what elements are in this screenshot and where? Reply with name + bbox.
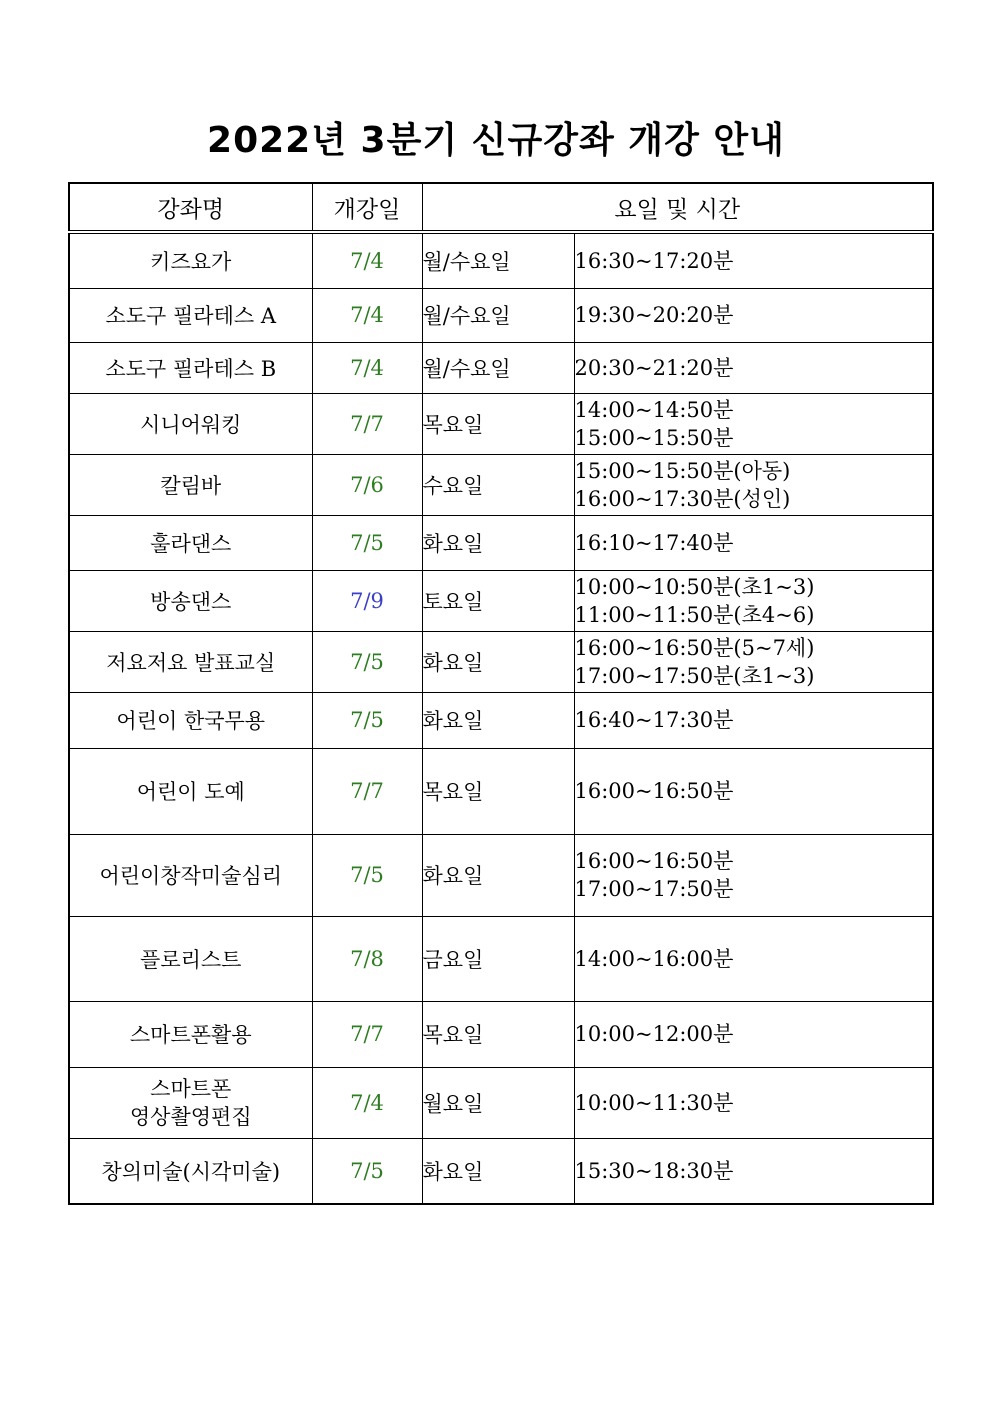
table-row <box>69 288 933 342</box>
weekday: 월/수요일 <box>422 288 574 342</box>
class-time <box>574 342 933 393</box>
weekday: 월/수요일 <box>422 342 574 393</box>
course-name <box>69 1001 312 1067</box>
weekday: 목요일 <box>422 748 574 834</box>
class-time <box>574 834 933 916</box>
time-slot: 15:00~15:50분(아동) <box>574 458 791 483</box>
course-name <box>69 1067 312 1138</box>
time-slot: 15:00~15:50분 <box>574 425 734 450</box>
class-time <box>574 1001 933 1067</box>
page-title: 2022년 3분기 신규강좌 개강 안내 <box>207 120 785 161</box>
time-slot: 16:00~16:50분 <box>574 849 734 873</box>
start-date: 7/5 <box>312 631 422 692</box>
table-row <box>69 834 933 916</box>
time-slot: 17:00~17:50분(초1~3) <box>574 663 815 688</box>
time-slot: 14:00~14:50분 <box>574 397 734 422</box>
course-name <box>69 393 312 454</box>
schedule-table <box>68 182 934 1205</box>
weekday: 목요일 <box>422 1001 574 1067</box>
course-name-line: 저요저요 발표교실 <box>106 650 276 675</box>
start-date: 7/8 <box>312 916 422 1001</box>
time-slot: 16:40~17:30분 <box>574 708 734 732</box>
time-slot: 10:00~10:50분(초1~3) <box>574 574 815 599</box>
time-slot: 10:00~11:30분 <box>574 1090 734 1115</box>
time-slot: 16:00~17:30분(성인) <box>574 486 791 511</box>
class-time <box>574 288 933 342</box>
course-name-line: 스마트폰활용 <box>129 1023 252 1047</box>
start-date: 7/4 <box>312 288 422 342</box>
class-time <box>574 692 933 748</box>
class-time <box>574 515 933 570</box>
time-slot: 16:30~17:20분 <box>574 248 734 273</box>
course-name-line: 어린이창작미술심리 <box>99 864 283 888</box>
table-row <box>69 393 933 454</box>
table-row <box>69 232 933 288</box>
table-row <box>69 515 933 570</box>
course-name-line: 영상촬영편집 <box>129 1104 252 1129</box>
start-date: 7/4 <box>312 1067 422 1138</box>
time-slot: 17:00~17:50분 <box>574 877 734 901</box>
course-name <box>69 342 312 393</box>
class-time <box>574 631 933 692</box>
table-row <box>69 916 933 1001</box>
course-name-line: 훌라댄스 <box>150 531 232 556</box>
time-slot: 15:30~18:30분 <box>574 1158 734 1183</box>
header-start-date: 개강일 <box>312 183 422 232</box>
course-name <box>69 834 312 916</box>
weekday: 화요일 <box>422 834 574 916</box>
time-slot: 16:10~17:40분 <box>574 530 734 555</box>
class-time <box>574 454 933 515</box>
time-slot: 20:30~21:20분 <box>574 355 734 380</box>
header-day-time: 요일 및 시간 <box>422 183 933 232</box>
start-date: 7/5 <box>312 1138 422 1204</box>
start-date: 7/5 <box>312 834 422 916</box>
header-row <box>69 183 933 232</box>
start-date: 7/6 <box>312 454 422 515</box>
course-name-line: 소도구 필라테스 B <box>105 356 277 381</box>
course-name <box>69 570 312 631</box>
course-name <box>69 454 312 515</box>
start-date: 7/5 <box>312 692 422 748</box>
time-slot: 16:00~16:50분(5~7세) <box>574 635 815 660</box>
weekday: 화요일 <box>422 1138 574 1204</box>
time-slot: 14:00~16:00분 <box>574 946 734 971</box>
course-name <box>69 692 312 748</box>
course-name-line: 소도구 필라테스 A <box>105 304 277 328</box>
start-date: 7/7 <box>312 1001 422 1067</box>
class-time <box>574 570 933 631</box>
start-date: 7/5 <box>312 515 422 570</box>
weekday: 토요일 <box>422 570 574 631</box>
weekday: 월요일 <box>422 1067 574 1138</box>
class-time <box>574 1067 933 1138</box>
time-slot: 16:00~16:50분 <box>574 779 734 803</box>
course-name-line: 방송댄스 <box>150 589 232 614</box>
start-date: 7/4 <box>312 342 422 393</box>
table-row <box>69 342 933 393</box>
course-name <box>69 515 312 570</box>
time-slot: 11:00~11:50분(초4~6) <box>574 602 815 627</box>
course-name-line: 칼림바 <box>160 473 222 498</box>
course-name <box>69 1138 312 1204</box>
table-row <box>69 631 933 692</box>
table-row <box>69 1138 933 1204</box>
schedule-rows <box>69 232 933 1204</box>
header-course-name: 강좌명 <box>69 183 312 232</box>
class-time <box>574 748 933 834</box>
weekday: 수요일 <box>422 454 574 515</box>
class-time <box>574 393 933 454</box>
time-slot: 10:00~12:00분 <box>574 1022 734 1046</box>
start-date: 7/4 <box>312 232 422 288</box>
start-date: 7/7 <box>312 748 422 834</box>
table-row <box>69 1067 933 1138</box>
start-date: 7/7 <box>312 393 422 454</box>
time-slot: 19:30~20:20분 <box>574 303 734 327</box>
weekday: 금요일 <box>422 916 574 1001</box>
weekday: 목요일 <box>422 393 574 454</box>
course-name <box>69 232 312 288</box>
table-row <box>69 692 933 748</box>
course-name-line: 어린이 도예 <box>136 780 245 804</box>
course-name-line: 키즈요가 <box>150 249 232 274</box>
course-name-line: 창의미술(시각미술) <box>101 1159 281 1184</box>
course-name-line: 플로리스트 <box>140 947 242 972</box>
course-name-line: 어린이 한국무용 <box>116 709 266 733</box>
table-row <box>69 1001 933 1067</box>
course-name <box>69 631 312 692</box>
class-time <box>574 1138 933 1204</box>
start-date: 7/9 <box>312 570 422 631</box>
weekday: 월/수요일 <box>422 232 574 288</box>
table-row <box>69 454 933 515</box>
weekday: 화요일 <box>422 692 574 748</box>
course-name <box>69 748 312 834</box>
class-time <box>574 916 933 1001</box>
course-name <box>69 288 312 342</box>
weekday: 화요일 <box>422 515 574 570</box>
weekday: 화요일 <box>422 631 574 692</box>
course-name-line: 스마트폰 <box>150 1076 232 1101</box>
class-time <box>574 232 933 288</box>
table-row <box>69 570 933 631</box>
course-name-line: 시니어워킹 <box>140 412 242 437</box>
course-name <box>69 916 312 1001</box>
table-row <box>69 748 933 834</box>
